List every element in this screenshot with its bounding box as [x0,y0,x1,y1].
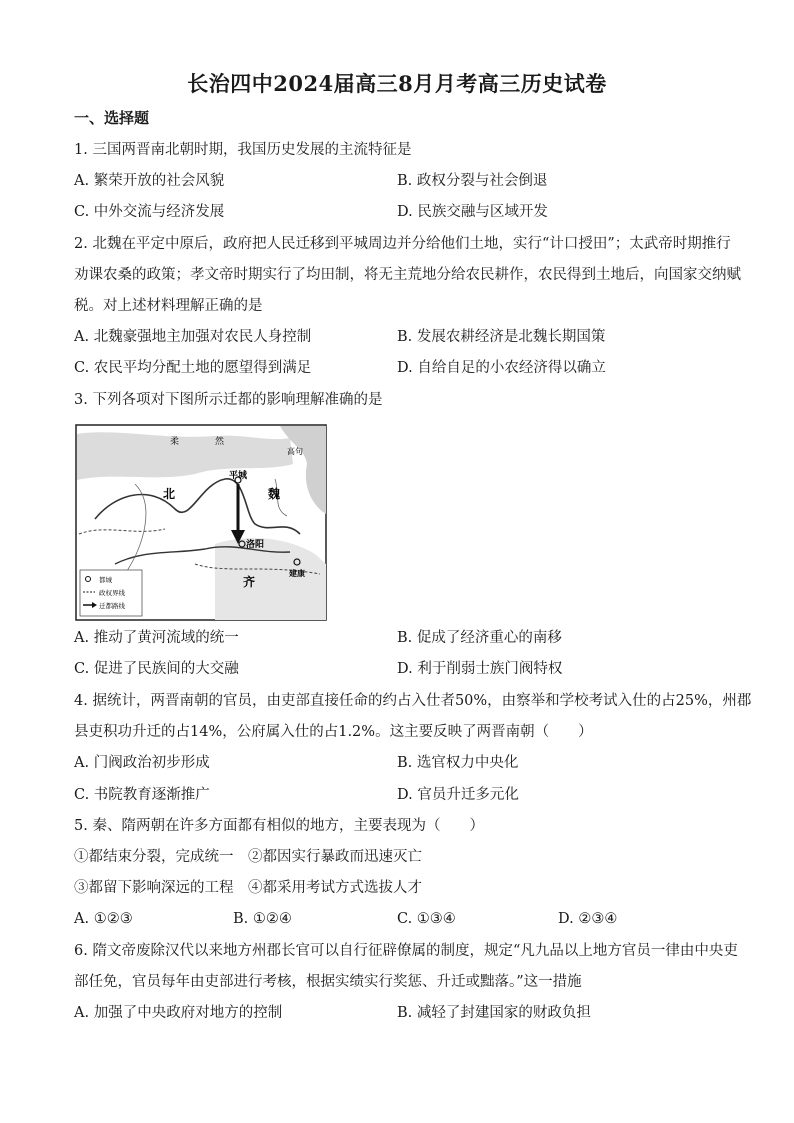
question-6-stem-line-2: 部任免，官员每年由吏部进行考核，根据实绩实行奖惩、升迁或黜落。”这一措施 [74,974,582,990]
question-6-option-b: B. 减轻了封建国家的财政负担 [397,1005,591,1021]
map-label-pingcheng: 平城 [229,471,248,481]
section-heading: 一、选择题 [74,109,150,127]
question-2-stem-line-3: 税。对上述材料理解正确的是 [74,298,263,314]
map-label-jiankang: 建康 [289,569,305,578]
question-2-option-a: A. 北魏豪强地主加强对农民人身控制 [74,329,312,345]
question-1-stem: 1. 三国两晋南北朝时期，我国历史发展的主流特征是 [74,142,412,158]
question-5-items-line-1: ①都结束分裂，完成统一 ②都因实行暴政而迅速灭亡 [74,849,422,865]
question-5-option-c: C. ①③④ [397,911,456,927]
question-3-option-d: D. 利于削弱士族门阀特权 [397,661,563,677]
question-4-option-c: C. 书院教育逐渐推广 [74,787,210,803]
question-1-option-d: D. 民族交融与区域开发 [397,204,548,220]
map-legend-capital: 都城 [99,576,112,584]
question-5-stem: 5. 秦、隋两朝在许多方面都有相似的地方，主要表现为（ ） [74,818,484,834]
question-4-option-a: A. 门阀政治初步形成 [74,755,210,771]
question-1-option-b: B. 政权分裂与社会倒退 [397,173,548,189]
question-1-option-c: C. 中外交流与经济发展 [74,204,225,220]
map-label-rouran-2: 然 [215,437,225,447]
question-1-option-a: A. 繁荣开放的社会风貌 [74,173,225,189]
map-label-bei: 北 [163,487,176,501]
question-4-option-d: D. 官员升迁多元化 [397,787,519,803]
question-6-stem-line-1: 6. 隋文帝废除汉代以来地方州郡长官可以自行征辟僚属的制度，规定“凡九品以上地方官员一律由中央吏 [74,943,738,959]
question-2-option-d: D. 自给自足的小农经济得以确立 [397,360,606,376]
question-3-option-b: B. 促成了经济重心的南移 [397,630,562,646]
question-5-option-d: D. ②③④ [558,911,618,927]
map-label-gaoju: 高句 [287,447,303,456]
question-6-option-a: A. 加强了中央政府对地方的控制 [74,1005,283,1021]
question-3-option-c: C. 促进了民族间的大交融 [74,661,239,677]
question-2-option-c: C. 农民平均分配土地的愿望得到满足 [74,360,312,376]
question-2-option-b: B. 发展农耕经济是北魏长期国策 [397,329,606,345]
question-4-stem-line-1: 4. 据统计，两晋南朝的官员，由吏部直接任命的约占入仕者50%，由察举和学校考试入仕的占25%，州郡 [74,693,752,709]
question-4-option-b: B. 选官权力中央化 [397,755,519,771]
question-5-option-b: B. ①②④ [233,911,292,927]
map-label-wei: 魏 [268,487,281,501]
question-3-option-a: A. 推动了黄河流域的统一 [74,630,239,646]
question-4-stem-line-2: 县吏积功升迁的占14%，公府属入仕的占1.2%。这主要反映了两晋南朝（ ） [74,724,593,740]
page-title: 长治四中2024届高三8月月考高三历史试卷 [187,71,607,96]
map-label-rouran-1: 柔 [170,437,180,447]
question-3-stem: 3. 下列各项对下图所示迁都的影响理解准确的是 [74,392,383,408]
map-label-luoyang: 洛阳 [246,540,265,550]
map-legend-border: 政权界线 [99,589,125,597]
map-legend-route: 迁都路线 [99,602,125,610]
capital-relocation-map [75,424,327,621]
question-2-stem-line-1: 2. 北魏在平定中原后，政府把人民迁移到平城周边并分给他们土地，实行“计口授田”；太武帝时期推行 [74,236,731,252]
question-5-option-a: A. ①②③ [74,911,133,927]
question-5-items-line-2: ③都留下影响深远的工程 ④都采用考试方式选拔人才 [74,880,422,896]
question-2-stem-line-2: 劝课农桑的政策；孝文帝时期实行了均田制，将无主荒地分给农民耕作，农民得到土地后，向国家交纳赋 [74,267,741,283]
map-label-qi: 齐 [243,575,256,589]
